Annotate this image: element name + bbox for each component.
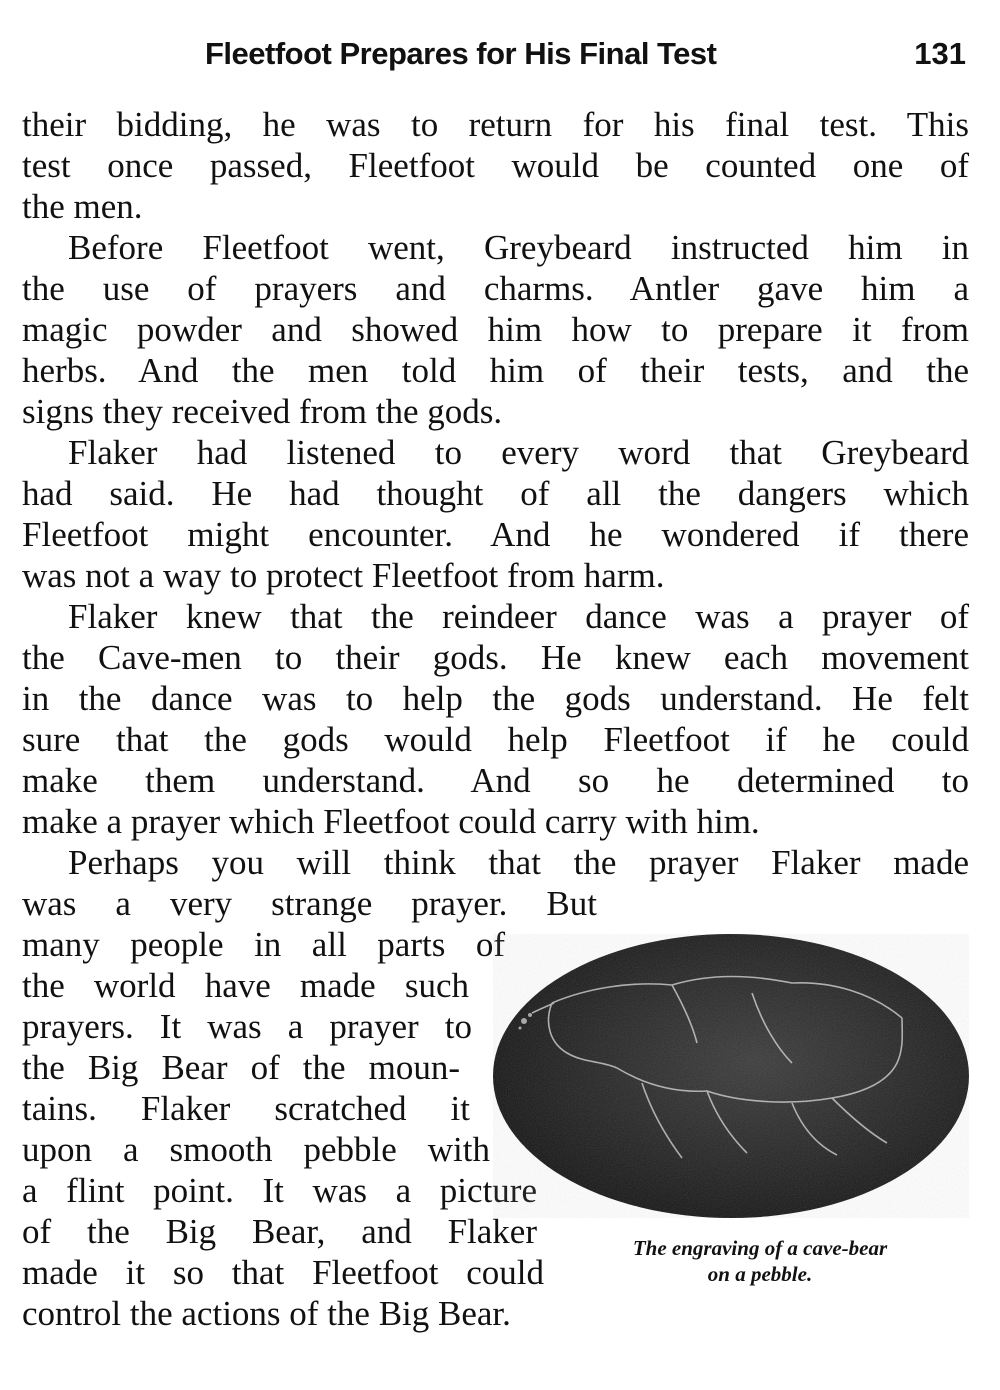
text-line: their bidding, he was to return for his final test. This [22,105,969,144]
caption-line: The engraving of a cave-bear [632,1236,888,1260]
text-line: the world have made such [22,966,469,1005]
text-line: in the dance was to help the gods understand. He felt [22,679,969,718]
text-line: Flaker had listened to every word that Greybeard [68,433,969,472]
text-line: tains. Flaker scratched it [22,1089,470,1128]
text-line: was not a way to protect Fleetfoot from harm. [22,556,665,595]
caption-line: on a pebble. [707,1262,813,1286]
text-line: many people in all parts of [22,925,505,964]
text-line: magic powder and showed him how to prepare it from [22,310,969,349]
text-line: the men. [22,187,143,226]
paragraph-3 [22,432,969,596]
text-line: of the Big Bear, and Flaker [22,1212,537,1251]
text-line: make them understand. And so he determined to [22,761,969,800]
running-head [0,36,1000,80]
text-line: control the actions of the Big Bear. [22,1294,511,1333]
text-line: the Big Bear of the moun- [22,1048,460,1087]
text-line: a flint point. It was a picture [22,1171,537,1210]
engraved-pebble-image [492,933,970,1219]
paragraph-1 [22,104,969,227]
text-line: made it so that Fleetfoot could [22,1253,544,1292]
text-line: Perhaps you will think that the prayer Flaker made [68,843,969,882]
text-line: sure that the gods would help Fleetfoot if he could [22,720,969,759]
page-number: 131 [914,36,966,71]
paragraph-2 [22,227,969,432]
text-line: Fleetfoot might encounter. And he wondered if there [22,515,969,554]
text-line: was a very strange prayer. But [22,884,597,923]
text-line: the Cave-men to their gods. He knew each movement [22,638,969,677]
text-line: test once passed, Fleetfoot would be counted one of [22,146,969,185]
text-line: prayers. It was a prayer to [22,1007,472,1046]
text-line: Flaker knew that the reindeer dance was a prayer of [68,597,969,636]
figure-caption [560,1235,960,1287]
text-line: signs they received from the gods. [22,392,503,431]
text-line: the use of prayers and charms. Antler gave him a [22,269,969,308]
pebble-figure [492,933,970,1219]
text-line: make a prayer which Fleetfoot could carry with him. [22,802,760,841]
text-line: had said. He had thought of all the dangers which [22,474,969,513]
text-line: Before Fleetfoot went, Greybeard instructed him in [68,228,969,267]
text-line: upon a smooth pebble with [22,1130,490,1169]
text-line: herbs. And the men told him of their tests, and the [22,351,969,390]
paragraph-4 [22,596,969,842]
running-title: Fleetfoot Prepares for His Final Test [205,36,717,71]
